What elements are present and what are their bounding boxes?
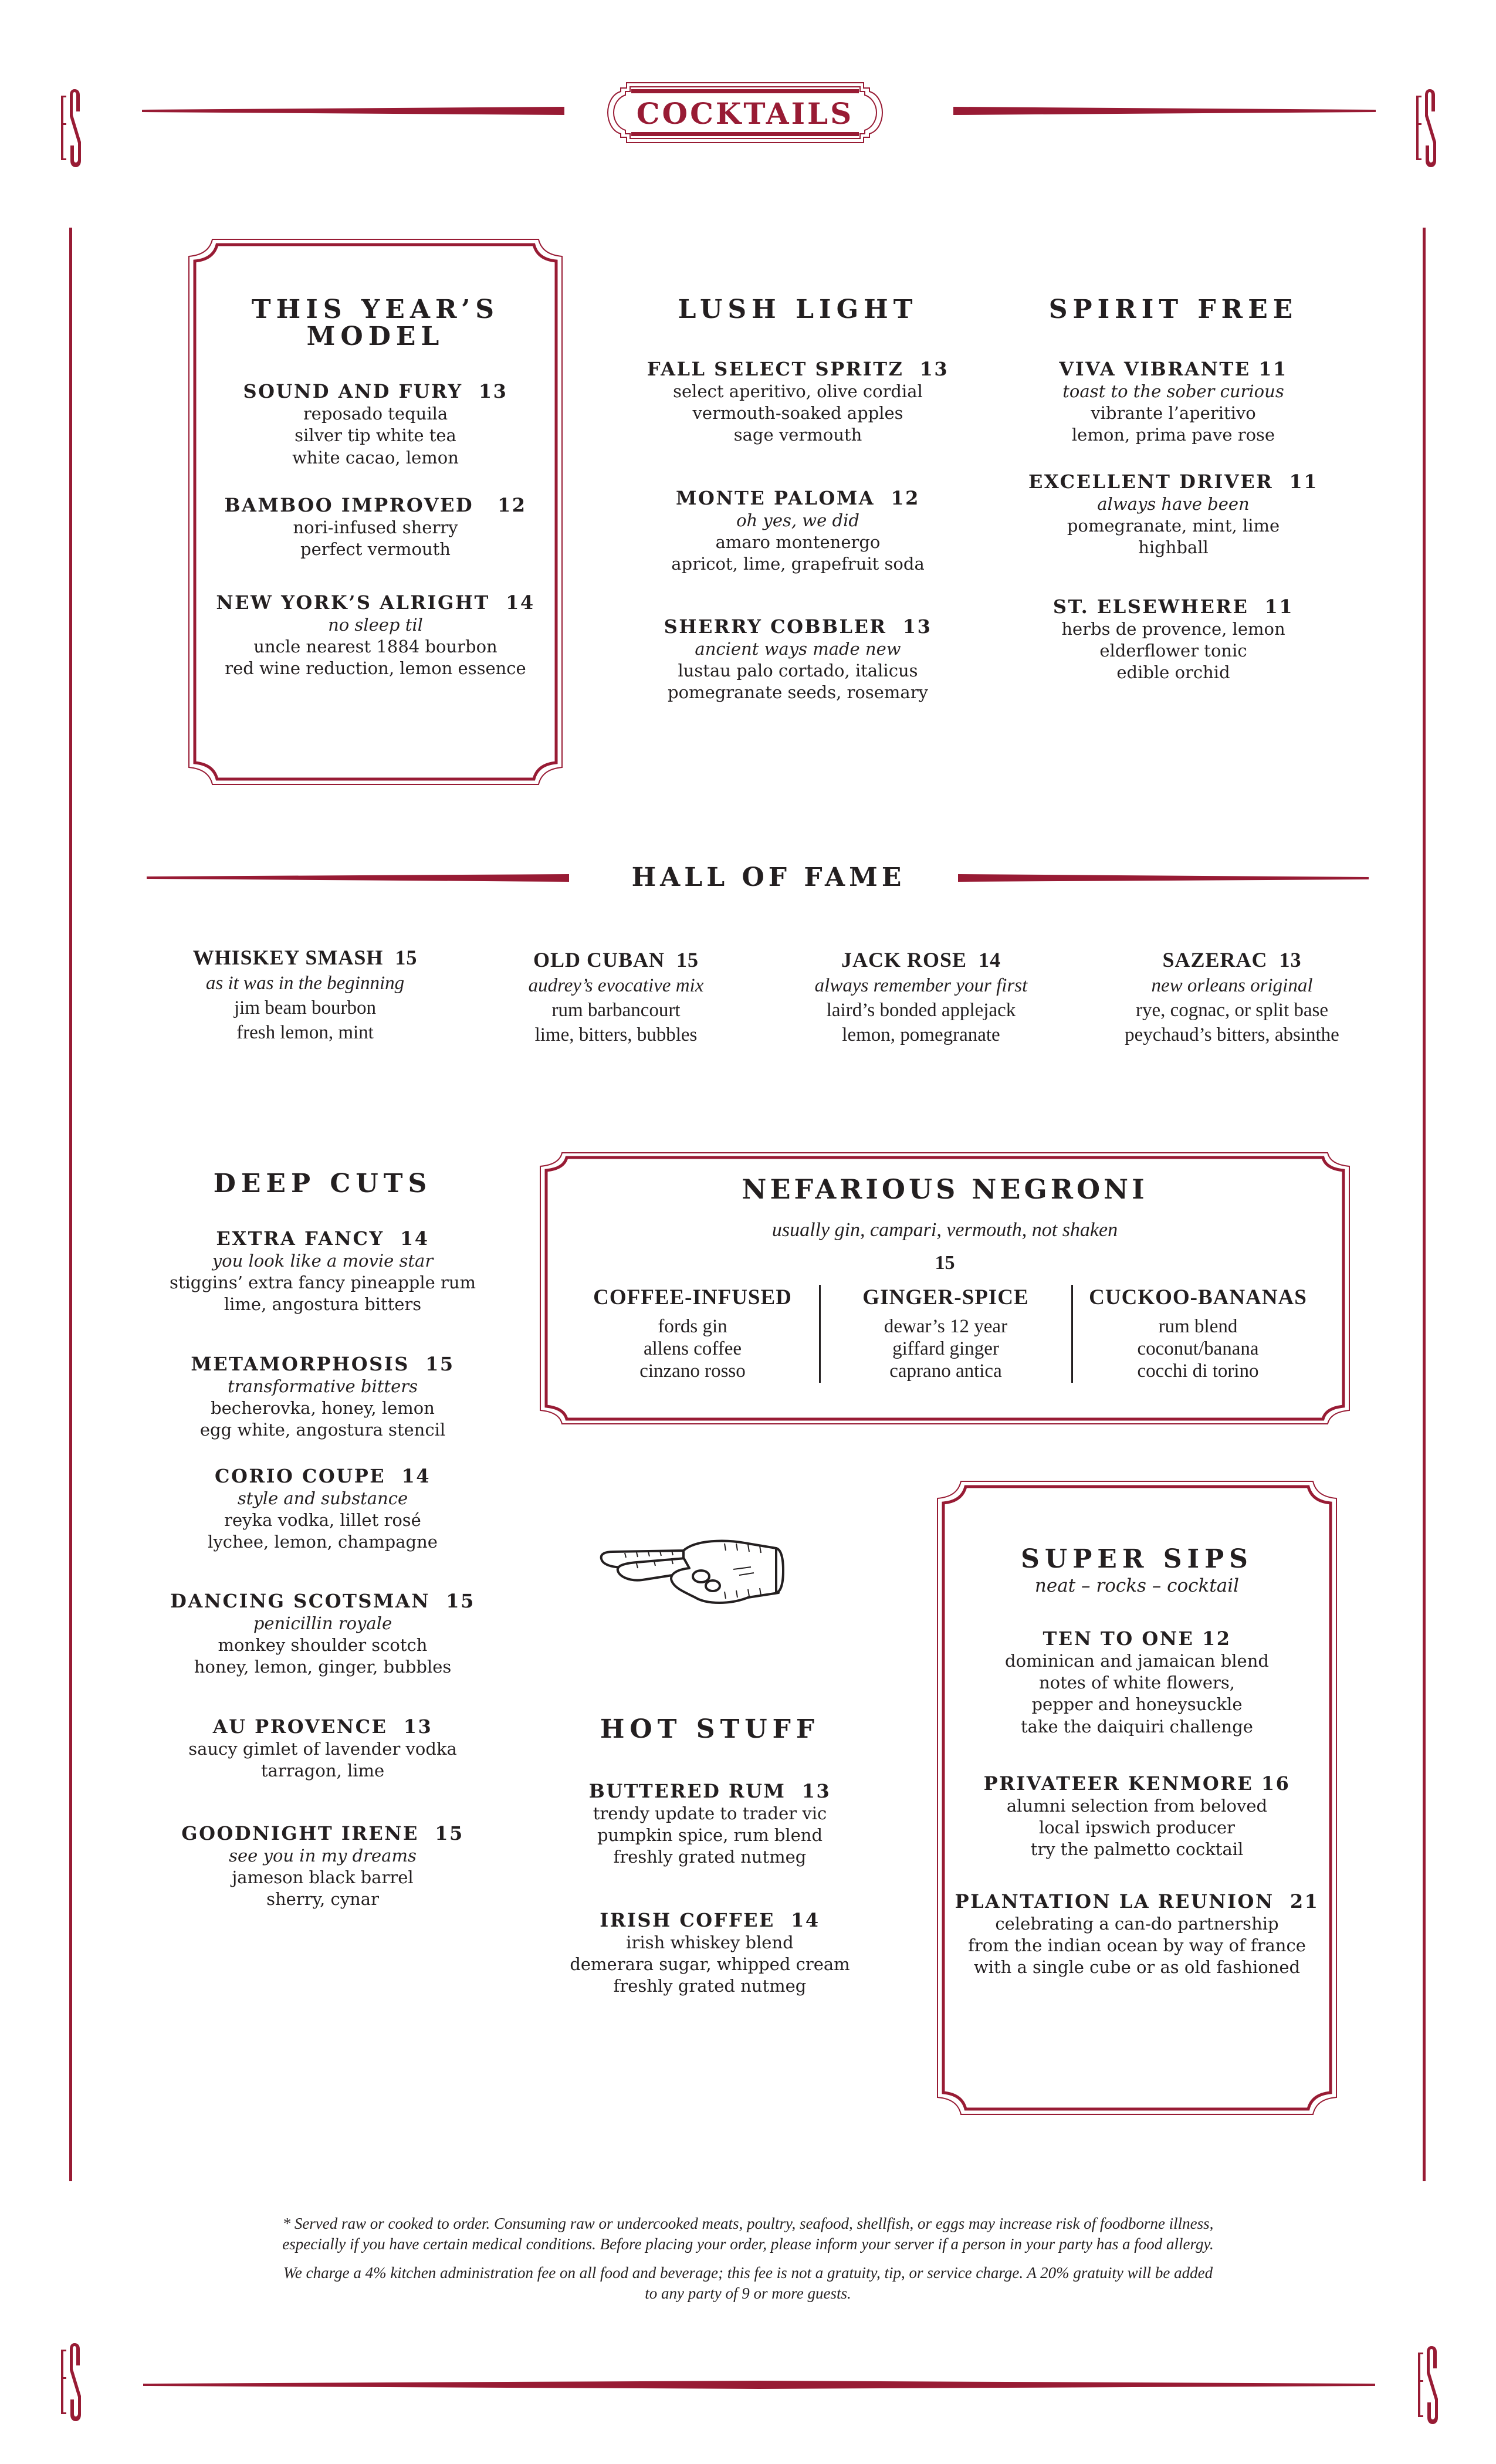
section-title: NEFARIOUS NEGRONI bbox=[742, 1173, 1148, 1205]
menu-item: NEW YORK’S ALRIGHT 14 no sleep til uncle nearest 1884 bourbon red wine reduction, lemon essence bbox=[216, 591, 535, 679]
pointing-hand-icon bbox=[590, 1522, 801, 1616]
page-title: COCKTAILS bbox=[636, 96, 854, 131]
menu-item: METAMORPHOSIS 15 transformative bitters becherovka, honey, lemon egg white, angostura stencil bbox=[191, 1352, 455, 1440]
section-deep-cuts bbox=[147, 1170, 499, 1910]
section-title: SUPER SIPS bbox=[1021, 1544, 1253, 1574]
left-border-rule bbox=[69, 228, 72, 2181]
hall-of-fame-rule-right bbox=[958, 874, 1369, 882]
menu-item: IRISH COFFEE 14 irish whiskey blend demerara sugar, whipped cream freshly grated nutmeg bbox=[570, 1908, 850, 1996]
section-title: LUSH LIGHT bbox=[678, 295, 918, 324]
es-monogram-bottom-right bbox=[1407, 2344, 1448, 2426]
cocktails-title-plaque bbox=[604, 81, 886, 144]
menu-item: TEN TO ONE 12 dominican and jamaican blend notes of white flowers, pepper and honeysuckle take the daiquiri challenge bbox=[1005, 1627, 1269, 1737]
menu-item: VIVA VIBRANTE 11 toast to the sober curious vibrante l’aperitivo lemon, prima pave rose bbox=[1059, 358, 1288, 445]
section-this-years-model bbox=[194, 296, 557, 679]
section-title: SPIRIT FREE bbox=[1048, 295, 1298, 324]
menu-item: BUTTERED RUM 13 trendy update to trader vic pumpkin spice, rum blend freshly grated nutmeg bbox=[588, 1780, 831, 1867]
menu-item: PLANTATION LA REUNION 21 celebrating a can-do partnership from the indian ocean by way of france with a single cube or as old fashioned bbox=[955, 1890, 1319, 1978]
monogram-icon bbox=[50, 2341, 91, 2423]
right-border-rule bbox=[1423, 228, 1426, 2181]
es-monogram-top-left bbox=[50, 87, 91, 169]
menu-item: DANCING SCOTSMAN 15 penicillin royale monkey shoulder scotch honey, lemon, ginger, bubbles bbox=[170, 1590, 475, 1677]
es-monogram-bottom-left bbox=[50, 2341, 91, 2423]
section-title: HOT STUFF bbox=[600, 1714, 820, 1744]
hall-of-fame-item: JACK ROSE 14 always remember your first laird’s bonded applejack lemon, pomegranate bbox=[814, 948, 1028, 1046]
menu-item: ST. ELSEWHERE 11 herbs de provence, lemon elderflower tonic edible orchid bbox=[1052, 595, 1294, 683]
monogram-icon bbox=[50, 87, 91, 169]
negroni-variant: CUCKOO-BANANAS rum blend coconut/banana cocchi di torino bbox=[1071, 1285, 1324, 1383]
section-hot-stuff bbox=[534, 1716, 886, 1997]
menu-item: SOUND AND FURY 13 reposado tequila silver tip white tea white cacao, lemon bbox=[243, 380, 508, 468]
section-super-sips bbox=[943, 1546, 1331, 1978]
hall-of-fame-rule-left bbox=[147, 874, 569, 882]
menu-item: PRIVATEER KENMORE 16 alumni selection from beloved local ipswich producer try the palmetto cocktail bbox=[983, 1772, 1291, 1859]
section-subtitle: neat – rocks – cocktail bbox=[1034, 1575, 1240, 1597]
monogram-icon bbox=[1405, 87, 1446, 169]
fee-notice: We charge a 4% kitchen administration fee on all food and beverage; this fee is not a gratuity, tip, or service charge. A 20% gratuity will be added to any party of 9 or more guests. bbox=[283, 2264, 1213, 2303]
negroni-variants bbox=[539, 1285, 1351, 1383]
menu-item: GOODNIGHT IRENE 15 see you in my dreams jameson black barrel sherry, cynar bbox=[181, 1822, 464, 1909]
monogram-icon bbox=[1407, 2344, 1448, 2426]
section-spirit-free bbox=[997, 296, 1349, 683]
price: 15 bbox=[935, 1252, 955, 1274]
menu-item: EXTRA FANCY 14 you look like a movie star stiggins’ extra fancy pineapple rum lime, angostura bitters bbox=[169, 1227, 476, 1315]
menu-item: BAMBOO IMPROVED 12 nori-infused sherry perfect vermouth bbox=[224, 493, 527, 559]
hall-of-fame-item: WHISKEY SMASH 15 as it was in the beginning jim beam bourbon fresh lemon, mint bbox=[192, 946, 418, 1044]
menu-item: FALL SELECT SPRITZ 13 select aperitivo, olive cordial vermouth-soaked apples sage vermouth bbox=[647, 358, 949, 445]
es-monogram-top-right bbox=[1405, 87, 1446, 169]
negroni-variant: COFFEE-INFUSED fords gin allens coffee cinzano rosso bbox=[593, 1285, 792, 1382]
section-lush-light bbox=[622, 296, 974, 703]
menu-item: MONTE PALOMA 12 oh yes, we did amaro montenergo apricot, lime, grapefruit soda bbox=[671, 486, 925, 574]
section-title-hall-of-fame: HALL OF FAME bbox=[631, 862, 906, 892]
section-title: THIS YEAR’S MODEL bbox=[251, 295, 500, 352]
header-rule-right bbox=[953, 107, 1376, 115]
menu-item: CORIO COUPE 14 style and substance reyka vodka, lillet rosé lychee, lemon, champagne bbox=[208, 1464, 438, 1552]
header-rule-left bbox=[142, 107, 564, 115]
menu-item: SHERRY COBBLER 13 ancient ways made new lustau palo cortado, italicus pomegranate seeds, rosemary bbox=[664, 615, 932, 703]
negroni-variant: GINGER-SPICE dewar’s 12 year giffard ginger caprano antica bbox=[819, 1285, 1071, 1383]
menu-item: AU PROVENCE 13 saucy gimlet of lavender vodka tarragon, lime bbox=[188, 1715, 457, 1781]
hall-of-fame-item: SAZERAC 13 new orleans original rye, cognac, or split base peychaud’s bitters, absinthe bbox=[1125, 948, 1339, 1046]
footer-rule bbox=[143, 2381, 1375, 2389]
section-title: DEEP CUTS bbox=[213, 1169, 432, 1199]
section-subtitle: usually gin, campari, vermouth, not shaken bbox=[771, 1219, 1118, 1241]
section-nefarious-negroni bbox=[539, 1173, 1351, 1383]
hall-of-fame-item: OLD CUBAN 15 audrey’s evocative mix rum barbancourt lime, bitters, bubbles bbox=[528, 948, 704, 1046]
menu-item: EXCELLENT DRIVER 11 always have been pomegranate, mint, lime highball bbox=[1028, 470, 1319, 557]
food-advisory-notice: * Served raw or cooked to order. Consuming raw or undercooked meats, poultry, seafood, shellfish, or eggs may increase risk of foodborne illness, especially if you have certain medical conditions. Before placing your order, please inform your server if a person in your party has a food allergy. bbox=[282, 2215, 1214, 2253]
